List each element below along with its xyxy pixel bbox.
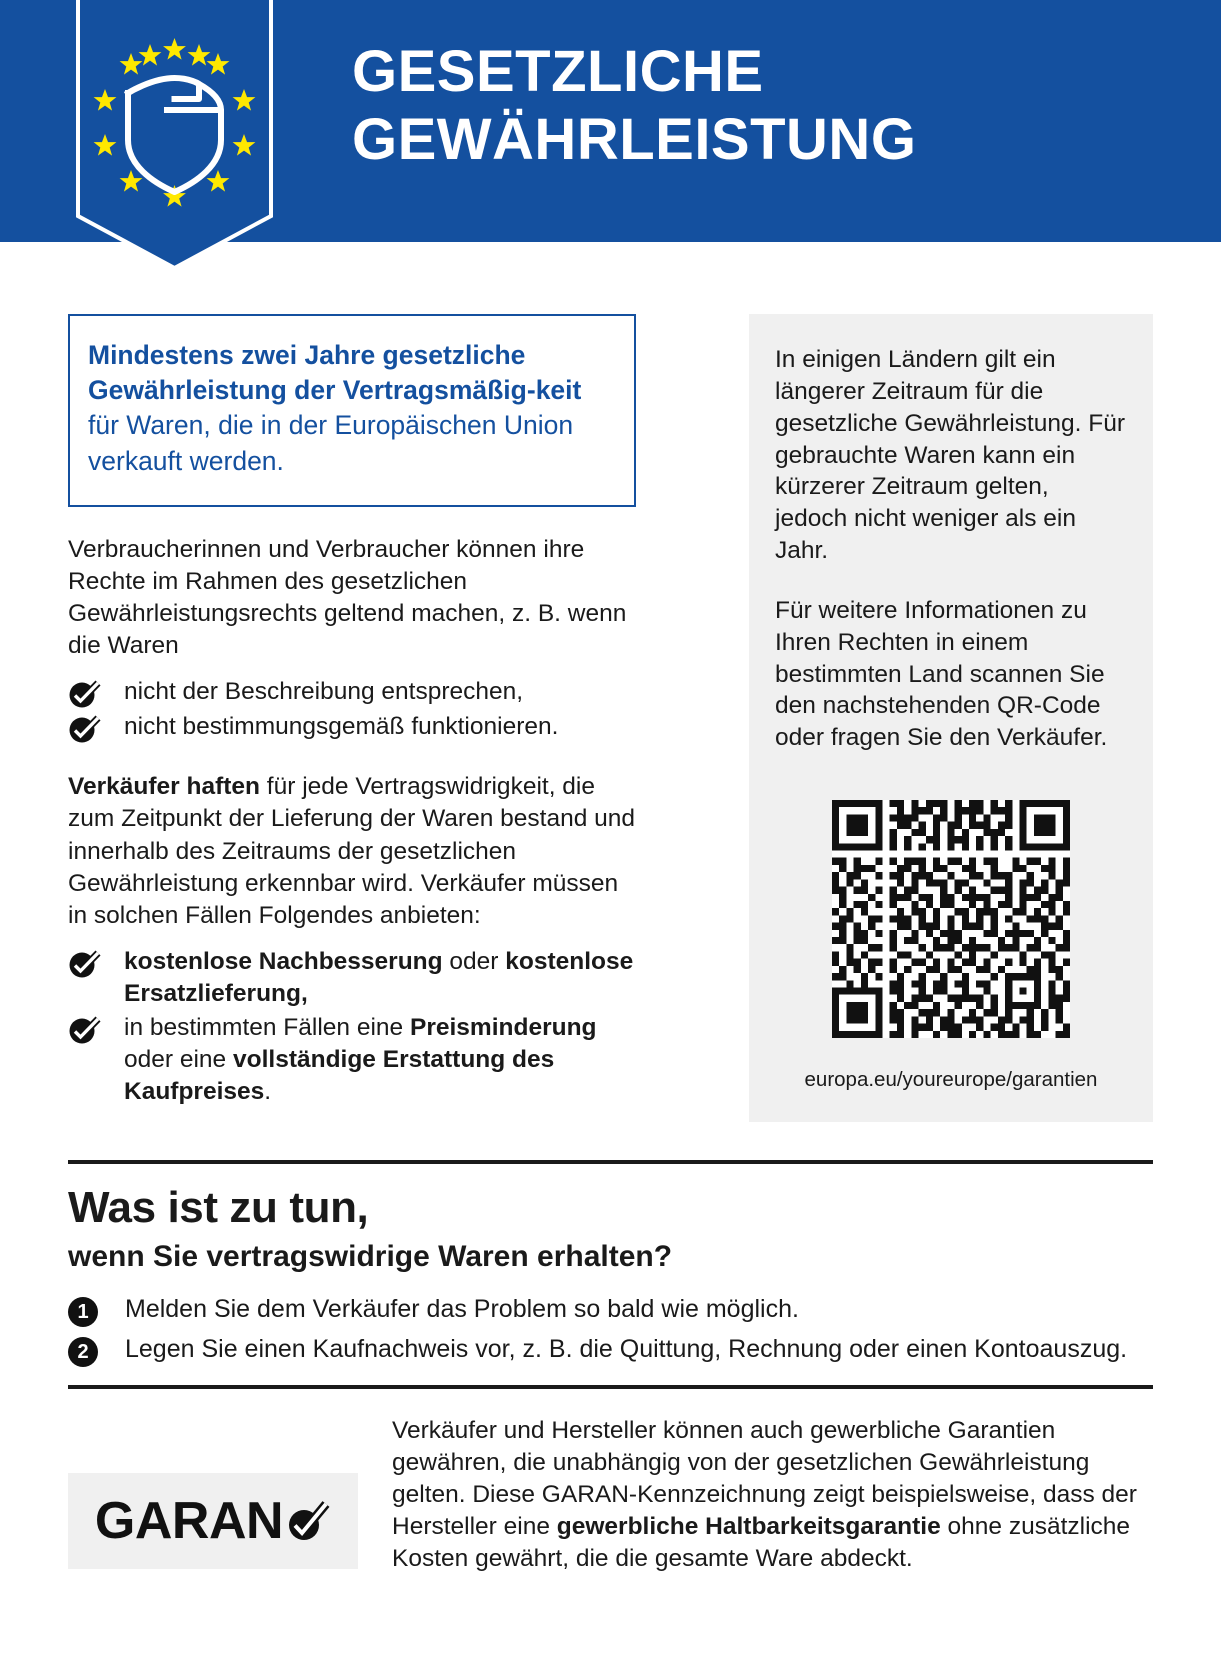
commercial-guarantee-text [358, 1415, 1153, 1575]
check-badge-icon [68, 714, 102, 744]
callout-bold-2: keit [535, 375, 582, 406]
remedy-tail: . [264, 1078, 272, 1106]
two-column-area [0, 242, 1221, 1122]
step-number-badge: 2 [68, 1337, 98, 1367]
check-badge-icon [68, 1015, 102, 1045]
garan-word-text: GARAN [94, 1491, 284, 1550]
list-item [68, 946, 636, 1010]
callout-bold-1: Mindestens zwei Jahre gesetzliche Gewährleistung der Vertragsmäßig- [88, 340, 536, 406]
side-paragraph-2: Für weitere Informationen zu Ihren Rechten in einem bestimmten Land scannen Sie den nachstehenden QR-Code oder fragen Sie den Verkäufer. [775, 596, 1108, 752]
check-badge-icon [68, 949, 102, 979]
remedy-bold-2: kostenlose Ersatzlieferung, [124, 947, 634, 1007]
garan-text-part-1: Verkäufer und Hersteller können auch gewerbliche Garantien gewähren, die unabhängig von der gesetzlichen Gewährleistung gelten. Diese GARAN-Kennzeichnung zeigt beispielsweise, dass der Hersteller eine [392, 1416, 1137, 1540]
list-item [68, 711, 636, 744]
list-item [68, 1333, 1153, 1367]
section-heading-secondary: wenn Sie vertragswidrige Waren erhalten? [68, 1239, 673, 1273]
conditions-list [68, 676, 636, 744]
garan-mark [68, 1473, 358, 1569]
callout-box [68, 314, 636, 507]
remedy-mid: oder eine [124, 1046, 233, 1074]
liability-paragraph [68, 771, 636, 931]
list-item-label: nicht bestimmungsgemäß funktionieren. [124, 713, 559, 741]
garan-check-badge-icon [285, 1499, 331, 1543]
qr-code[interactable] [832, 800, 1070, 1038]
eu-guarantee-shield-logo [72, 0, 277, 272]
remedy-bold-1: kostenlose Nachbesserung [124, 947, 443, 975]
liability-rest: für jede Vertragswidrigkeit, die zum Zeitpunkt der Lieferung der Waren bestand und innerhalb des Zeitraums der gesetzlichen Gewährleistung erkennbar wird. Verkäufer müssen in solchen Fällen Folgendes anbieten: [68, 773, 636, 929]
remedy-bold-2: vollständige Erstattung des Kaufpreises [124, 1046, 555, 1106]
callout-normal: für Waren, die in der Europäischen Union verkauft werden. [88, 410, 574, 476]
page-title-line2: GEWÄHRLEISTUNG [352, 106, 917, 172]
commercial-guarantee-section [0, 1389, 1221, 1575]
list-item-label [102, 1012, 636, 1108]
step-text: Melden Sie dem Verkäufer das Problem so bald wie möglich. [125, 1294, 799, 1323]
remedy-mid: oder [442, 947, 506, 975]
what-to-do-section [0, 1164, 1221, 1366]
qr-url-label[interactable]: europa.eu/youreurope/garantien [804, 1068, 1098, 1092]
list-item [68, 1012, 636, 1108]
steps-list [68, 1293, 1153, 1367]
garan-text-bold: gewerbliche Haltbarkeitsgarantie [556, 1512, 941, 1540]
step-number-badge: 1 [68, 1297, 98, 1327]
side-paragraph-1: In einigen Ländern gilt ein längerer Zeitraum für die gesetzliche Gewährleistung. Für gebrauchte Waren kann ein kürzerer Zeitraum gelten, jedoch nicht weniger als ein Jahr. [775, 346, 1125, 565]
step-text: Legen Sie einen Kaufnachweis vor, z. B. die Quittung, Rechnung oder einen Kontoauszug. [125, 1334, 1128, 1363]
main-content [0, 242, 1221, 1575]
page-header [0, 0, 1221, 242]
page-title-line1: GESETZLICHE [352, 39, 764, 104]
remedy-lead: in bestimmten Fällen eine [124, 1013, 410, 1041]
list-item-label: nicht der Beschreibung entsprechen, [124, 678, 524, 706]
remedy-bold-1: Preisminderung [409, 1013, 597, 1041]
page-title [352, 38, 1092, 174]
right-info-panel [749, 314, 1153, 1122]
liability-bold: Verkäufer haften [68, 773, 260, 801]
intro-paragraph: Verbraucherinnen und Verbraucher können ihre Rechte im Rahmen des gesetzlichen Gewährleistungsrechts geltend machen, z. B. wenn die Waren [68, 535, 627, 660]
remedies-list [68, 946, 636, 1108]
qr-code-container[interactable] [775, 800, 1127, 1038]
left-column [68, 314, 636, 1110]
list-item [68, 676, 636, 709]
check-badge-icon [68, 679, 102, 709]
list-item [68, 1293, 1153, 1327]
list-item-label [102, 946, 636, 1010]
garan-text-part-2: ohne zusätzliche Kosten gewährt, die die gesamte Ware abdeckt. [392, 1512, 1131, 1572]
garan-mark-wrapper [68, 1415, 358, 1569]
section-heading-primary: Was ist zu tun, [68, 1183, 369, 1233]
garan-wordmark [95, 1491, 331, 1551]
